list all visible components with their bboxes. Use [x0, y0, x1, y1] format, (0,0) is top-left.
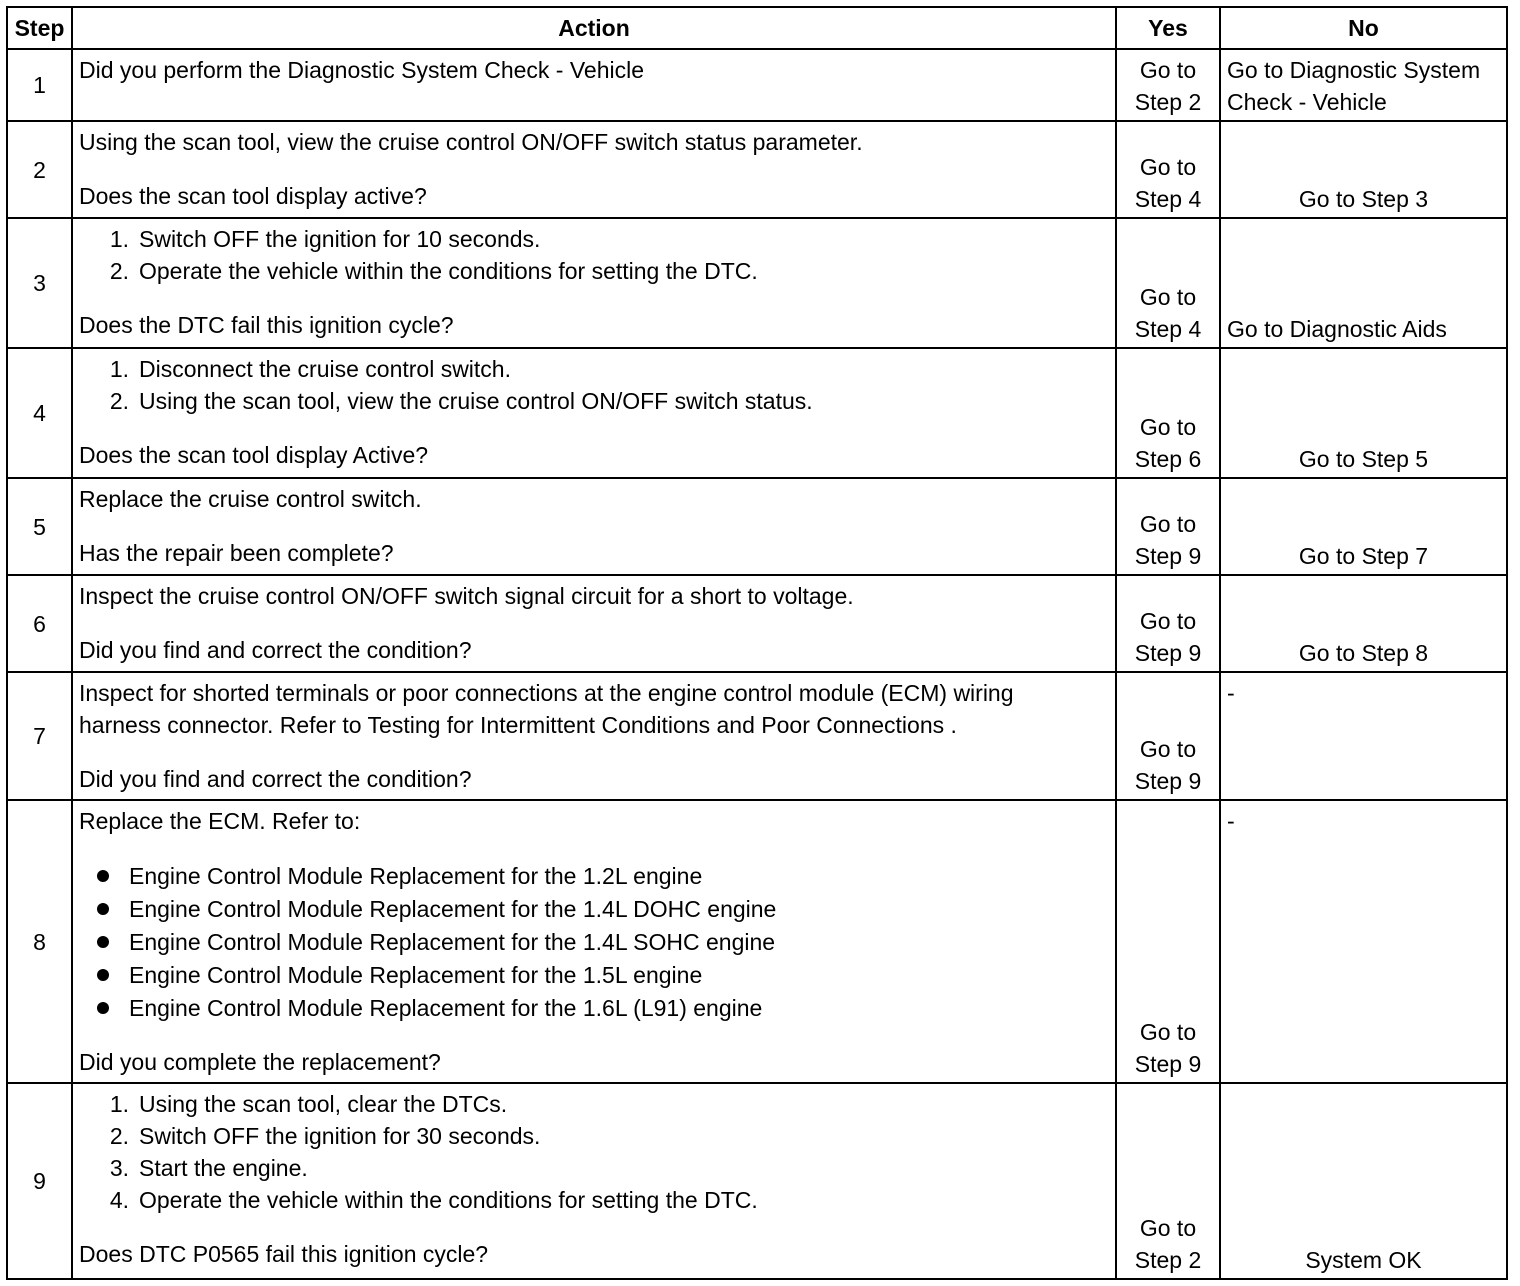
- step-number: 7: [7, 672, 72, 800]
- action-question: Does DTC P0565 fail this ignition cycle?: [79, 1241, 489, 1267]
- action-question: Does the scan tool display active?: [79, 183, 427, 209]
- step-number: 4: [7, 348, 72, 478]
- no-cell: Go to Diagnostic Aids: [1220, 218, 1507, 348]
- numbered-list: [79, 223, 1107, 287]
- action-question: Did you complete the replacement?: [79, 1049, 441, 1075]
- list-item: Engine Control Module Replacement for the 1.6L (L91) engine: [79, 991, 1107, 1024]
- yes-cell: [1116, 348, 1220, 478]
- no-cell: Go to Step 7: [1220, 478, 1507, 575]
- yes-goto: Go to: [1139, 154, 1197, 180]
- bullet-list: [79, 859, 1107, 1024]
- yes-cell: [1116, 672, 1220, 800]
- yes-goto: Go to: [1139, 1215, 1197, 1241]
- bullet-icon: [97, 1002, 109, 1014]
- action-cell: [72, 348, 1116, 478]
- yes-goto: Go to: [1139, 511, 1197, 537]
- table-row: [7, 672, 1507, 800]
- action-cell: [72, 121, 1116, 218]
- action-cell: [72, 1083, 1116, 1279]
- table-row: [7, 800, 1507, 1083]
- step-number: 9: [7, 1083, 72, 1279]
- yes-step: Step 4: [1134, 316, 1202, 342]
- no-cell: Go to Step 8: [1220, 575, 1507, 672]
- list-item: Engine Control Module Replacement for the 1.4L SOHC engine: [79, 925, 1107, 958]
- action-question: Does the scan tool display Active?: [79, 442, 429, 468]
- list-item: 4. Operate the vehicle within the conditions for setting the DTC.: [109, 1187, 758, 1213]
- action-text: Replace the cruise control switch.: [79, 486, 422, 512]
- action-question: Did you find and correct the condition?: [79, 637, 472, 663]
- yes-cell: [1116, 478, 1220, 575]
- bullet-icon: [97, 870, 109, 882]
- yes-goto: Go to: [1139, 284, 1197, 310]
- table-row: [7, 218, 1507, 348]
- list-item: Engine Control Module Replacement for the 1.5L engine: [79, 958, 1107, 991]
- numbered-list: [79, 353, 1107, 417]
- list-item: 1. Using the scan tool, clear the DTCs.: [109, 1091, 508, 1117]
- action-text-line2: harness connector. Refer to Testing for Intermittent Conditions and Poor Connections .: [79, 712, 957, 738]
- step-number: 3: [7, 218, 72, 348]
- bullet-icon: [97, 969, 109, 981]
- action-question: Does the DTC fail this ignition cycle?: [79, 312, 454, 338]
- list-item: 2. Switch OFF the ignition for 30 seconds.: [109, 1123, 541, 1149]
- header-step: Step: [7, 7, 72, 49]
- yes-cell: [1116, 49, 1220, 121]
- table-row: [7, 478, 1507, 575]
- action-cell: [72, 49, 1116, 121]
- yes-goto: Go to: [1139, 414, 1197, 440]
- yes-cell: [1116, 121, 1220, 218]
- yes-cell: [1116, 1083, 1220, 1279]
- list-item: 3. Start the engine.: [109, 1155, 308, 1181]
- action-cell: [72, 800, 1116, 1083]
- table-row: [7, 575, 1507, 672]
- no-cell: System OK: [1220, 1083, 1507, 1279]
- table-row: [7, 49, 1507, 121]
- numbered-list: [79, 1088, 1107, 1216]
- action-text: Did you perform the Diagnostic System Check - Vehicle: [79, 57, 645, 83]
- list-item: 2. Operate the vehicle within the conditions for setting the DTC.: [109, 258, 758, 284]
- yes-step: Step 9: [1134, 768, 1202, 794]
- yes-step: Step 9: [1134, 1051, 1202, 1077]
- yes-step: Step 2: [1134, 89, 1202, 115]
- yes-cell: [1116, 218, 1220, 348]
- table-row: [7, 348, 1507, 478]
- step-number: 8: [7, 800, 72, 1083]
- step-number: 2: [7, 121, 72, 218]
- no-cell: Go to Step 5: [1220, 348, 1507, 478]
- action-cell: [72, 218, 1116, 348]
- list-item: 2. Using the scan tool, view the cruise control ON/OFF switch status.: [109, 388, 813, 414]
- no-cell: -: [1220, 800, 1507, 1083]
- yes-step: Step 9: [1134, 543, 1202, 569]
- header-row: [7, 7, 1507, 49]
- list-item: 1. Disconnect the cruise control switch.: [109, 356, 511, 382]
- action-text: Replace the ECM. Refer to:: [79, 808, 361, 834]
- list-item: Engine Control Module Replacement for the 1.2L engine: [79, 859, 1107, 892]
- header-yes: Yes: [1116, 7, 1220, 49]
- table-row: [7, 1083, 1507, 1279]
- bullet-icon: [97, 903, 109, 915]
- no-text-line2: Check - Vehicle: [1227, 89, 1387, 115]
- no-text-line1: Go to Diagnostic System: [1227, 57, 1481, 83]
- table-row: [7, 121, 1507, 218]
- yes-step: Step 9: [1134, 640, 1202, 666]
- yes-step: Step 6: [1134, 446, 1202, 472]
- action-cell: [72, 575, 1116, 672]
- yes-goto: Go to: [1139, 608, 1197, 634]
- list-item: 1. Switch OFF the ignition for 10 seconds.: [109, 226, 541, 252]
- step-number: 1: [7, 49, 72, 121]
- yes-goto: Go to: [1139, 736, 1197, 762]
- header-action: Action: [72, 7, 1116, 49]
- list-item: Engine Control Module Replacement for the 1.4L DOHC engine: [79, 892, 1107, 925]
- no-cell: [1220, 49, 1507, 121]
- yes-step: Step 2: [1134, 1247, 1202, 1273]
- action-question: Did you find and correct the condition?: [79, 766, 472, 792]
- yes-goto: Go to: [1139, 57, 1197, 83]
- yes-goto: Go to: [1139, 1019, 1197, 1045]
- yes-cell: [1116, 800, 1220, 1083]
- step-number: 5: [7, 478, 72, 575]
- action-question: Has the repair been complete?: [79, 540, 394, 566]
- step-number: 6: [7, 575, 72, 672]
- diagnostic-table: [6, 6, 1508, 1280]
- yes-cell: [1116, 575, 1220, 672]
- action-text: Using the scan tool, view the cruise control ON/OFF switch status parameter.: [79, 129, 863, 155]
- no-cell: -: [1220, 672, 1507, 800]
- no-cell: Go to Step 3: [1220, 121, 1507, 218]
- action-text-line1: Inspect for shorted terminals or poor connections at the engine control module (ECM) wiring: [79, 680, 1014, 706]
- bullet-icon: [97, 936, 109, 948]
- header-no: No: [1220, 7, 1507, 49]
- yes-step: Step 4: [1134, 186, 1202, 212]
- action-cell: [72, 478, 1116, 575]
- action-text: Inspect the cruise control ON/OFF switch signal circuit for a short to voltage.: [79, 583, 854, 609]
- action-cell: [72, 672, 1116, 800]
